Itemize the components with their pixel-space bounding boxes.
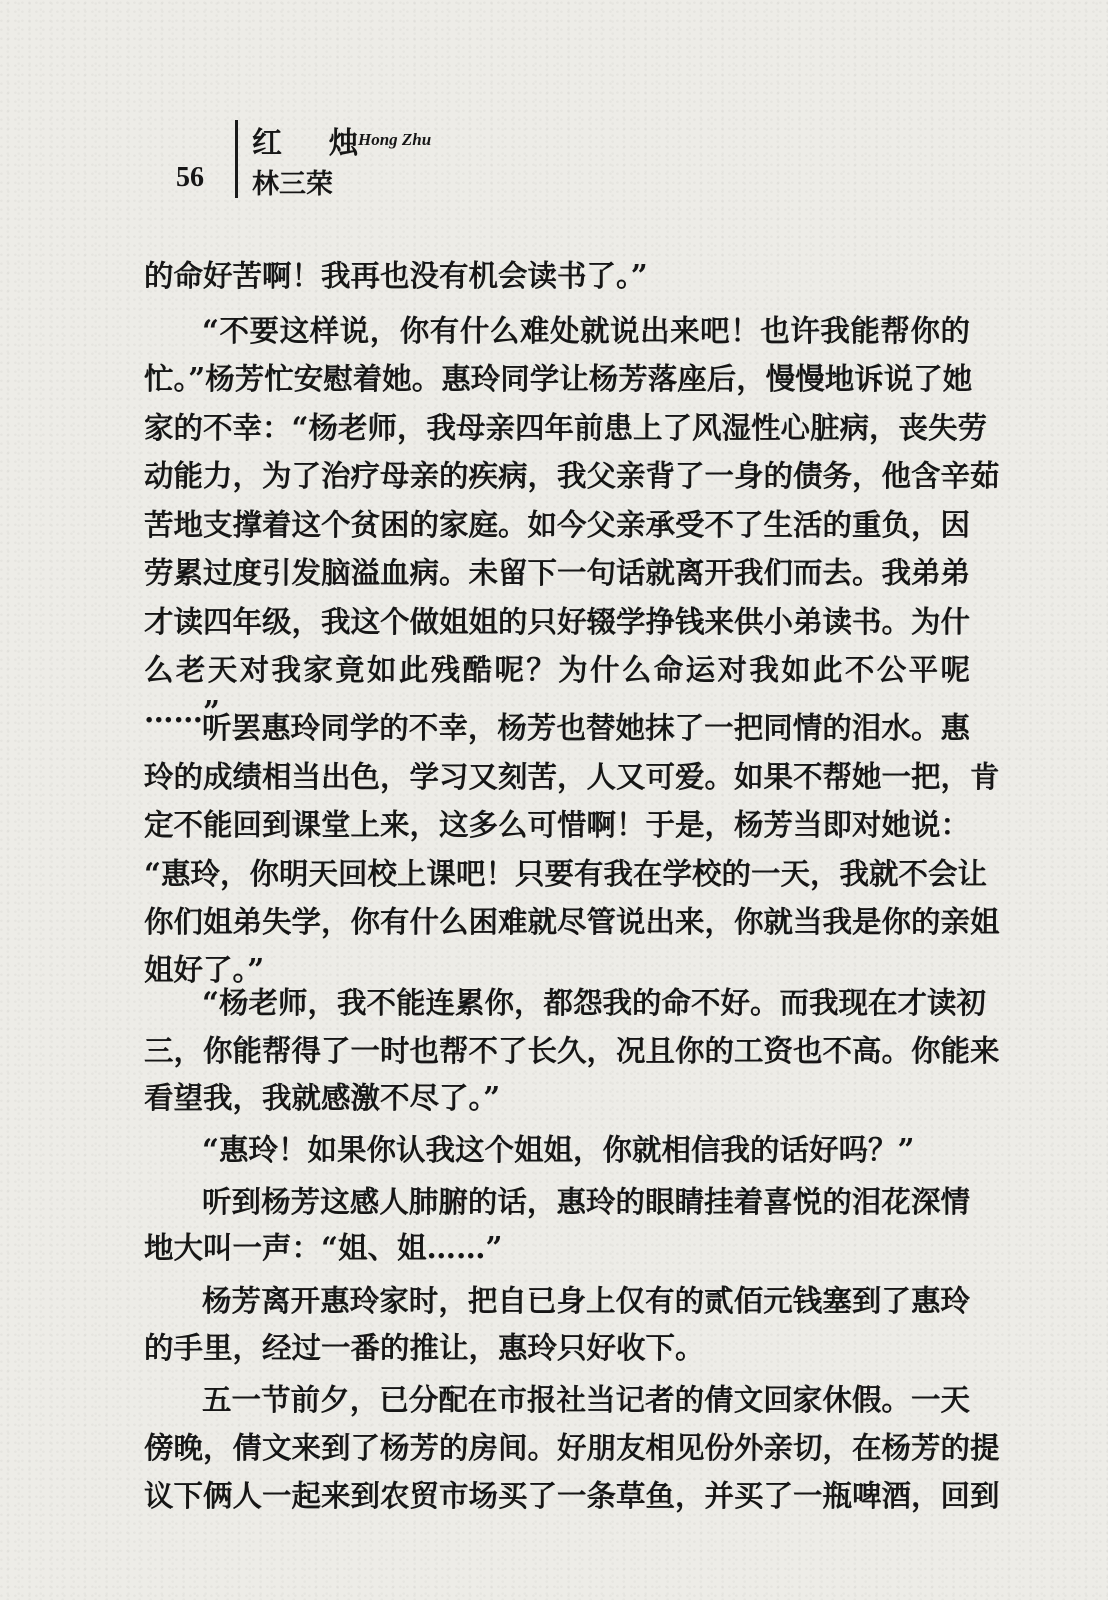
text-line: 家的不幸：“杨老师，我母亲四年前患上了风湿性心脏病，丧失劳 — [144, 410, 987, 445]
text-line: 你们姐弟失学，你有什么困难就尽管说出来，你就当我是你的亲姐 — [144, 904, 1000, 939]
text-line: 的手里，经过一番的推让，惠玲只好收下。 — [144, 1330, 705, 1365]
text-line: “不要这样说，你有什么难处就说出来吧！也许我能帮你的 — [202, 313, 970, 348]
text-line: 地大叫一声：“姐、姐……” — [144, 1230, 503, 1265]
book-title-latin: Hong Zhu — [358, 130, 432, 149]
text-line: “杨老师，我不能连累你，都怨我的命不好。而我现在才读初 — [202, 985, 986, 1020]
text-line: “惠玲！如果你认我这个姐姐，你就相信我的话好吗？” — [202, 1132, 915, 1167]
text-line: 的命好苦啊！我再也没有机会读书了。” — [144, 258, 648, 293]
text-line: 才读四年级，我这个做姐姐的只好辍学挣钱来供小弟读书。为什 — [144, 604, 971, 639]
text-line: 议下俩人一起来到农贸市场买了一条草鱼，并买了一瓶啤酒，回到 — [144, 1478, 1000, 1513]
text-line: 听到杨芳这感人肺腑的话，惠玲的眼睛挂着喜悦的泪花深情 — [202, 1184, 970, 1219]
text-line: 姐好了。” — [144, 952, 265, 987]
text-line: 苦地支撑着这个贫困的家庭。如今父亲承受不了生活的重负，因 — [144, 507, 971, 542]
running-header — [168, 118, 568, 200]
text-line: 三，你能帮得了一时也帮不了长久，况且你的工资也不高。你能来 — [144, 1033, 1000, 1068]
text-line: “惠玲，你明天回校上课吧！只要有我在学校的一天，我就不会让 — [144, 856, 987, 891]
page-number: 56 — [176, 162, 204, 193]
text-line: 动能力，为了治疗母亲的疾病，我父亲背了一身的债务，他含辛茹 — [144, 458, 1000, 493]
text-line: 杨芳离开惠玲家时，把自已身上仅有的贰佰元钱塞到了惠玲 — [202, 1283, 970, 1318]
text-line: ……” — [144, 694, 220, 729]
text-line: 五一节前夕，已分配在市报社当记者的倩文回家休假。一天 — [202, 1382, 970, 1417]
text-line: 定不能回到课堂上来，这多么可惜啊！于是，杨芳当即对她说： — [144, 807, 971, 842]
text-line: 劳累过度引发脑溢血病。未留下一句话就离开我们而去。我弟弟 — [144, 555, 971, 590]
header-divider — [235, 120, 238, 198]
text-line: 么老天对我家竟如此残酷呢？为什么命运对我如此不公平呢 — [144, 652, 970, 687]
text-line: 看望我，我就感激不尽了。” — [144, 1080, 501, 1115]
book-title: 红 烛 — [252, 126, 377, 161]
text-line: 玲的成绩相当出色，学习又刻苦，人又可爱。如果不帮她一把，肯 — [144, 759, 1000, 794]
text-line: 忙。”杨芳忙安慰着她。惠玲同学让杨芳落座后，慢慢地诉说了她 — [144, 361, 973, 396]
text-line: 傍晚，倩文来到了杨芳的房间。好朋友相见份外亲切，在杨芳的提 — [144, 1430, 1000, 1465]
text-line: 听罢惠玲同学的不幸，杨芳也替她抹了一把同情的泪水。惠 — [202, 710, 970, 745]
author-name: 林三荣 — [252, 169, 333, 200]
